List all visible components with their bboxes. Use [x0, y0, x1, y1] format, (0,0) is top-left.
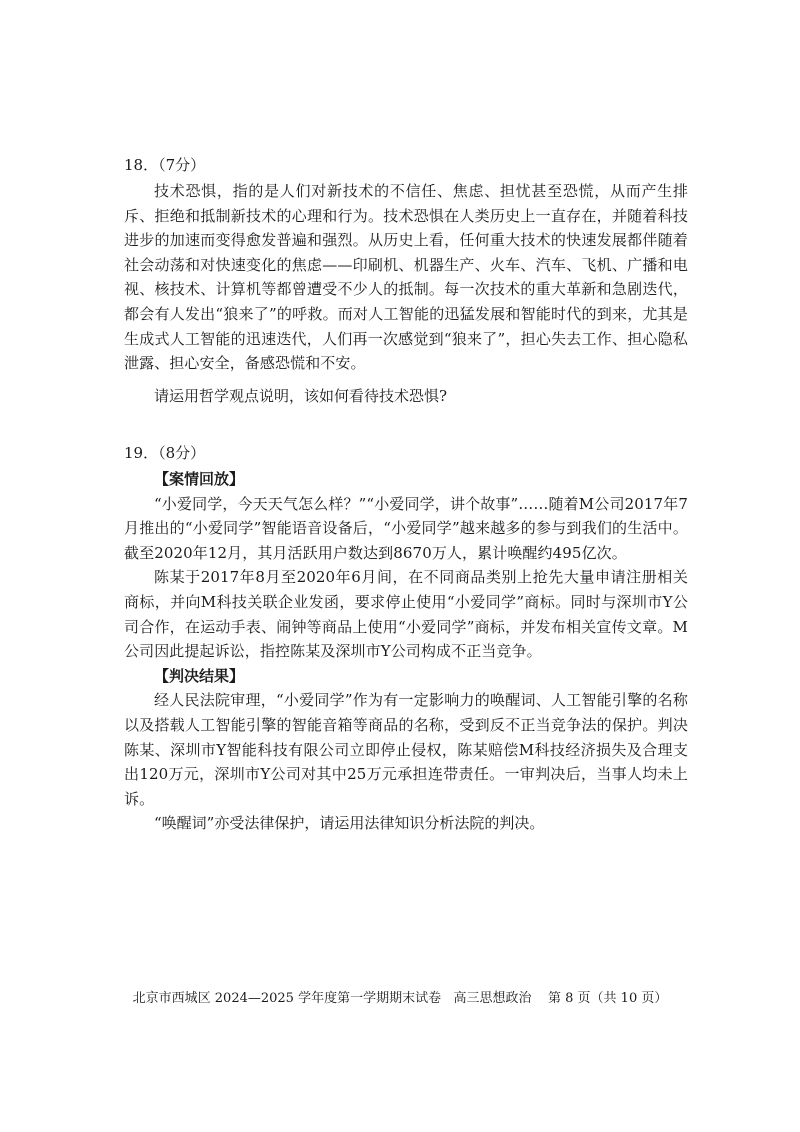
question-19-number: 19．（8分） [124, 444, 206, 462]
case-review-heading: 【案情回放】 [154, 470, 245, 488]
question-19 [124, 443, 688, 836]
case-paragraph-1: “小爱同学，今天天气怎么样？”“小爱同学，讲个故事”……随着M公司2017年7月推出的“小爱同学”智能语音设备后，“小爱同学”越来越多的参与到我们的生活中。截至2020年12月，其月活跃用户数达到8670万人，累计唤醒约495亿次。 [124, 494, 688, 562]
question-18-prompt: 请运用哲学观点说明，该如何看待技术恐惧? [154, 386, 448, 405]
question-18 [124, 155, 688, 408]
verdict-paragraph: 经人民法院审理，“小爱同学”作为有一定影响力的唤醒词、人工智能引擎的名称以及搭载人工智能引擎的智能音箱等商品的名称，受到反不正当竞争法的保护。判决陈某、深圳市Y智能科技有限公司立即停止侵权，陈某赔偿M科技经济损失及合理支出120万元，深圳市Y公司对其中25万元承担连带责任。一审判决后，当事人均未上诉。 [124, 691, 688, 808]
question-19-prompt: “唤醒词”亦受法律保护，请运用法律知识分析法院的判决。 [154, 814, 545, 833]
question-18-material: 技术恐惧，指的是人们对新技术的不信任、焦虑、担忧甚至恐慌，从而产生排斥、拒绝和抵制新技术的心理和行为。技术恐惧在人类历史上一直存在，并随着科技进步的加速而变得愈发普遍和强烈。从历史上看，任何重大技术的快速发展都伴随着社会动荡和对快速变化的焦虑——印刷机、机器生产、火车、汽车、飞机、广播和电视、核技术、计算机等都曾遭受不少人的抵制。每一次技术的重大革新和急剧迭代，都会有人发出“狼来了”的呼救。而对人工智能的迅猛发展和智能时代的到来，尤其是生成式人工智能的迅速迭代，人们再一次感觉到“狼来了”，担心失去工作、担心隐私泄露、担心安全，备感恐慌和不安。 [124, 182, 688, 373]
page-footer: 北京市西城区 2024—2025 学年度第一学期期末试卷 高三思想政治 第 8 页（共 10 页） [132, 991, 668, 1006]
case-paragraph-2: 陈某于2017年8月至2020年6月间，在不同商品类别上抢先大量申请注册相关商标，并向M科技关联企业发函，要求停止使用“小爱同学”商标。同时与深圳市Y公司合作，在运动手表、闹钟等商品上使用“小爱同学”商标，并发布相关宣传文章。M公司因此提起诉讼，指控陈某及深圳市Y公司构成不正当竞争。 [124, 568, 688, 661]
verdict-heading: 【判决结果】 [154, 666, 245, 685]
question-18-number: 18．（7分） [124, 156, 206, 174]
